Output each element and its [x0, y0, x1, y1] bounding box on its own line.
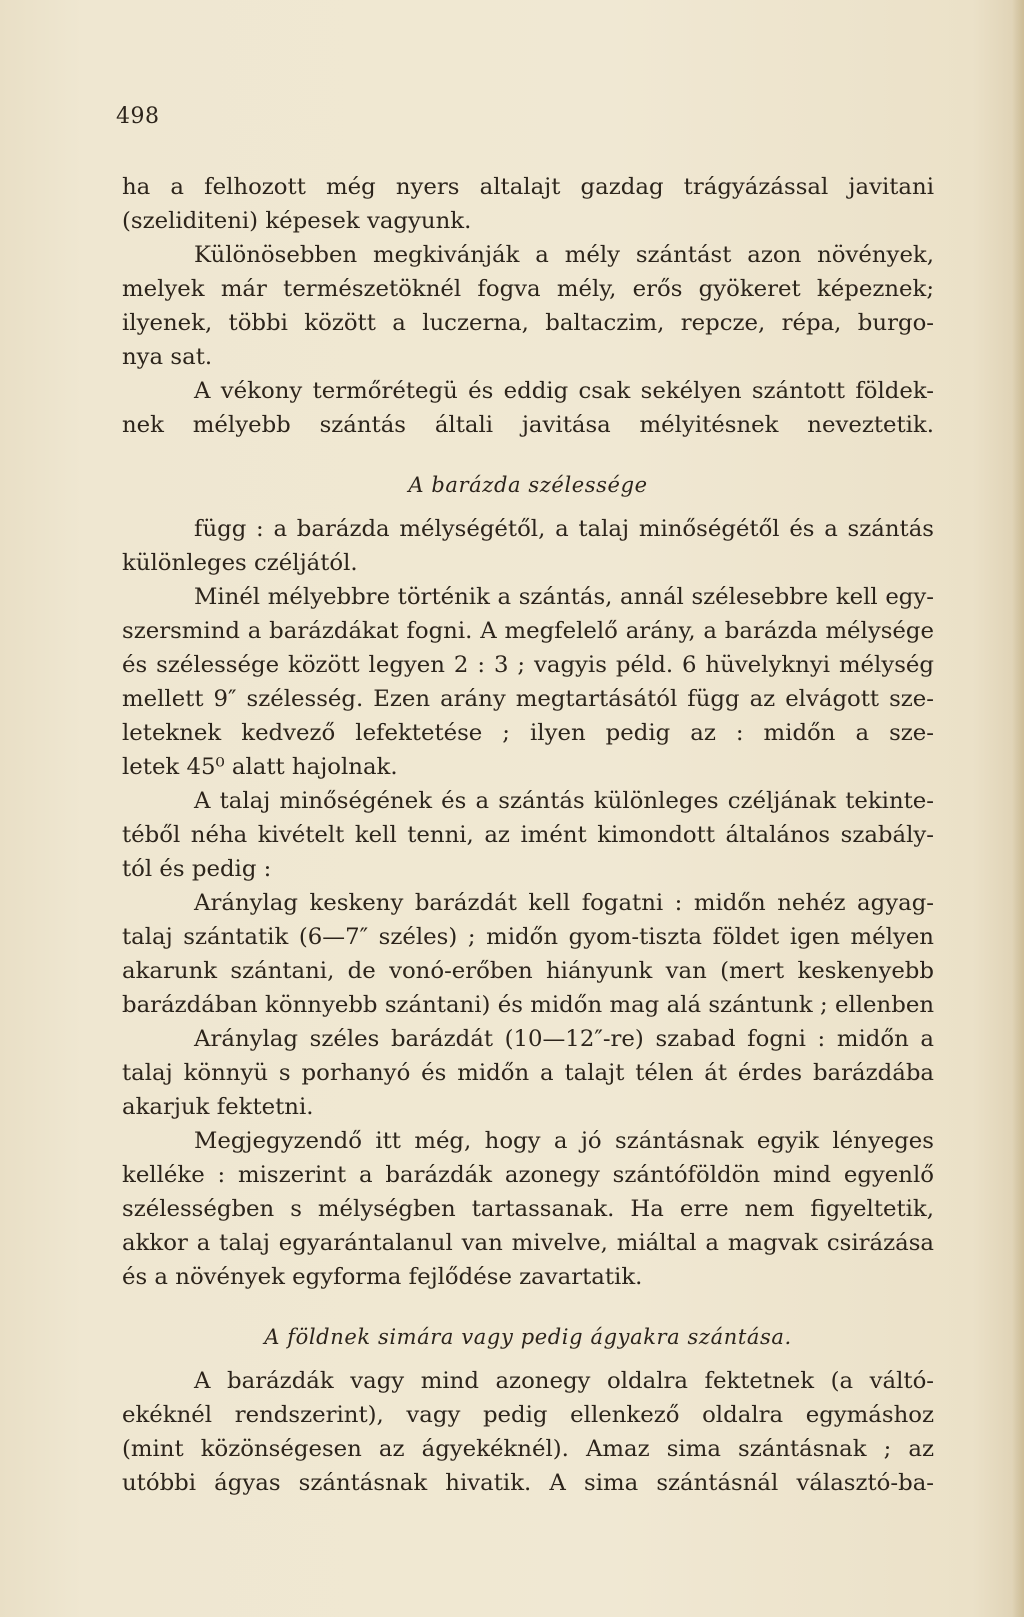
section-heading: A földnek simára vagy pedig ágyakra szántása.: [264, 1325, 792, 1349]
text-line: (szeliditeni) képesek vagyunk.: [122, 208, 472, 234]
text-line: akarjuk fektetni.: [122, 1094, 314, 1120]
text-line: és szélessége között legyen 2 : 3 ; vagyis péld. 6 hüvelyknyi mélység: [122, 652, 934, 678]
page-number: 498: [116, 104, 160, 129]
text-line: Aránylag keskeny barázdát kell fogatni : midőn nehéz agyag-: [194, 890, 934, 916]
spacer: [122, 502, 934, 512]
text-line: A talaj minőségének és a szántás különleges czéljának tekinte-: [194, 788, 934, 814]
text-line: téből néha kivételt kell tenni, az imént kimondott általános szabály-: [122, 822, 934, 848]
text-line: A barázdák vagy mind azonegy oldalra fektetnek (a váltó-: [194, 1368, 934, 1394]
text-line: szersmind a barázdákat fogni. A megfelelő arány, a barázda mélysége: [122, 618, 934, 644]
spacer: [122, 442, 934, 468]
text-line: különleges czéljától.: [122, 550, 358, 576]
text-line: melyek már természetöknél fogva mély, erős gyökeret képeznek;: [122, 276, 934, 302]
text-line: kelléke : miszerint a barázdák azonegy szántóföldön mind egyenlő: [122, 1162, 934, 1188]
section-heading: A barázda szélessége: [408, 473, 648, 497]
text-line: (mint közönségesen az ágyekéknél). Amaz sima szántásnak ; az: [122, 1436, 934, 1462]
text-line: szélességben s mélységben tartassanak. Ha erre nem figyeltetik,: [122, 1196, 934, 1222]
text-line: Különösebben megkivánják a mély szántást azon növények,: [194, 242, 934, 268]
spacer: [122, 1294, 934, 1320]
text-line: tól és pedig :: [122, 856, 272, 882]
text-line: ekéknél rendszerint), vagy pedig ellenkező oldalra egymáshoz: [122, 1402, 934, 1428]
text-line: leteknek kedvező lefektetése ; ilyen pedig az : midőn a sze-: [122, 720, 934, 746]
spacer: [122, 1354, 934, 1364]
text-line: barázdában könnyebb szántani) és midőn mag alá szántunk ; ellenben: [122, 992, 934, 1018]
text-line: mellett 9″ szélesség. Ezen arány megtartásától függ az elvágott sze-: [122, 686, 934, 712]
text-line: és a növények egyforma fejlődése zavartatik.: [122, 1264, 643, 1290]
text-line: akarunk szántani, de vonó-erőben hiányunk van (mert keskenyebb: [122, 958, 934, 984]
text-line: nya sat.: [122, 344, 213, 370]
text-line: A vékony termőrétegü és eddig csak sekélyen szántott földek-: [194, 378, 934, 404]
page-edge-shadow: [1012, 0, 1024, 1617]
text-line: függ : a barázda mélységétől, a talaj minőségétől és a szántás: [194, 516, 934, 542]
text-line: ilyenek, többi között a luczerna, baltaczim, repcze, répa, burgo-: [122, 310, 934, 336]
text-line: Megjegyzendő itt még, hogy a jó szántásnak egyik lényeges: [194, 1128, 934, 1154]
text-line: talaj szántatik (6—7″ széles) ; midőn gyom-tiszta földet igen mélyen: [122, 924, 934, 950]
text-line: talaj könnyü s porhanyó és midőn a talajt télen át érdes barázdába: [122, 1060, 934, 1086]
text-line: Minél mélyebbre történik a szántás, annál szélesebbre kell egy-: [194, 584, 934, 610]
text-line: akkor a talaj egyarántalanul van mivelve, miáltal a magvak csirázása: [122, 1230, 934, 1256]
text-line: nek mélyebb szántás általi javitása mélyitésnek neveztetik.: [122, 412, 934, 438]
text-line: Aránylag széles barázdát (10—12″-re) szabad fogni : midőn a: [194, 1026, 934, 1052]
text-line: letek 45⁰ alatt hajolnak.: [122, 754, 398, 780]
body-text: [122, 170, 934, 1500]
text-line: ha a felhozott még nyers altalajt gazdag trágyázással javitani: [122, 174, 934, 200]
text-line: utóbbi ágyas szántásnak hivatik. A sima szántásnál választó-ba-: [122, 1470, 934, 1496]
